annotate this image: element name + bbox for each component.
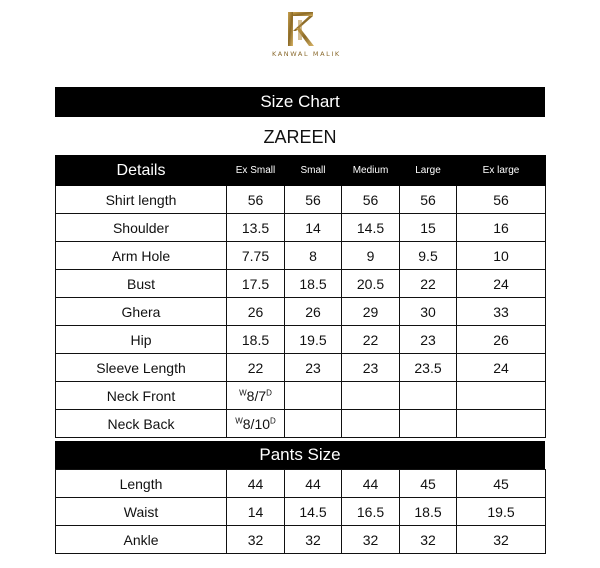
table-cell: 26 (285, 298, 342, 326)
table-row (56, 242, 546, 270)
row-label: Neck Front (56, 382, 227, 410)
table-cell: 20.5 (342, 270, 400, 298)
row-label: Bust (56, 270, 227, 298)
table-cell: 56 (400, 186, 457, 214)
table-cell: 23.5 (400, 354, 457, 382)
table-row (56, 298, 546, 326)
table-row (56, 470, 546, 498)
table-cell: 32 (400, 526, 457, 554)
column-header: Details (56, 156, 227, 186)
empty-cell (400, 382, 457, 410)
table-cell: 45 (400, 470, 457, 498)
table-cell: 32 (342, 526, 400, 554)
table-cell: 14.5 (342, 214, 400, 242)
row-label: Waist (56, 498, 227, 526)
table-row (56, 186, 546, 214)
table-cell: 14 (285, 214, 342, 242)
table-cell: 33 (457, 298, 546, 326)
empty-cell (342, 410, 400, 438)
table-cell: 9.5 (400, 242, 457, 270)
column-header: Ex Small (227, 156, 285, 186)
size-chart-title: Size Chart (55, 87, 545, 117)
table-header-row (56, 156, 546, 186)
table-cell: 56 (227, 186, 285, 214)
row-label: Ankle (56, 526, 227, 554)
table-cell: 23 (342, 354, 400, 382)
table-cell: 22 (400, 270, 457, 298)
table-cell: 13.5 (227, 214, 285, 242)
row-label: Sleeve Length (56, 354, 227, 382)
row-label: Neck Back (56, 410, 227, 438)
table-cell: 19.5 (285, 326, 342, 354)
table-row-neck-back (56, 410, 546, 438)
table-cell: 56 (342, 186, 400, 214)
table-cell: 45 (457, 470, 546, 498)
table-cell: 44 (285, 470, 342, 498)
pants-size-table (55, 469, 546, 554)
table-cell: 29 (342, 298, 400, 326)
table-cell: 15 (400, 214, 457, 242)
neck-back-value: $^W8/10^D$ (227, 410, 285, 438)
table-cell: 14 (227, 498, 285, 526)
column-header: Medium (342, 156, 400, 186)
table-cell: 18.5 (285, 270, 342, 298)
row-label: Arm Hole (56, 242, 227, 270)
column-header: Large (400, 156, 457, 186)
empty-cell (457, 410, 546, 438)
brand-logo (272, 10, 341, 62)
table-cell: 30 (400, 298, 457, 326)
table-cell: 22 (227, 354, 285, 382)
table-cell: 22 (342, 326, 400, 354)
table-row (56, 270, 546, 298)
table-cell: 44 (342, 470, 400, 498)
table-row (56, 498, 546, 526)
table-cell: 44 (227, 470, 285, 498)
table-cell: 26 (227, 298, 285, 326)
table-cell: 32 (457, 526, 546, 554)
table-cell: 26 (457, 326, 546, 354)
table-cell: 16.5 (342, 498, 400, 526)
table-cell: 19.5 (457, 498, 546, 526)
row-label: Ghera (56, 298, 227, 326)
empty-cell (342, 382, 400, 410)
empty-cell (285, 410, 342, 438)
table-cell: 32 (285, 526, 342, 554)
row-label: Hip (56, 326, 227, 354)
table-row (56, 214, 546, 242)
table-row-neck-front (56, 382, 546, 410)
table-row (56, 326, 546, 354)
table-cell: 18.5 (400, 498, 457, 526)
product-name: ZAREEN (263, 127, 337, 147)
table-cell: 7.75 (227, 242, 285, 270)
table-cell: 23 (285, 354, 342, 382)
table-cell: 18.5 (227, 326, 285, 354)
row-label: Shoulder (56, 214, 227, 242)
table-cell: 8 (285, 242, 342, 270)
empty-cell (285, 382, 342, 410)
table-row (56, 354, 546, 382)
table-cell: 56 (285, 186, 342, 214)
neck-front-value: $^W8/7^D$ (227, 382, 285, 410)
row-label: Length (56, 470, 227, 498)
empty-cell (400, 410, 457, 438)
table-cell: 32 (227, 526, 285, 554)
table-cell: 17.5 (227, 270, 285, 298)
empty-cell (457, 382, 546, 410)
column-header: Ex large (457, 156, 546, 186)
table-cell: 24 (457, 270, 546, 298)
table-row (56, 526, 546, 554)
row-label: Shirt length (56, 186, 227, 214)
size-chart-table (55, 155, 546, 438)
brand-name: KANWAL MALIK (272, 50, 341, 58)
column-header: Small (285, 156, 342, 186)
table-cell: 10 (457, 242, 546, 270)
table-cell: 9 (342, 242, 400, 270)
table-cell: 56 (457, 186, 546, 214)
k-monogram-icon (284, 10, 318, 48)
table-cell: 23 (400, 326, 457, 354)
pants-size-title: Pants Size (55, 441, 545, 469)
table-cell: 16 (457, 214, 546, 242)
table-cell: 24 (457, 354, 546, 382)
table-cell: 14.5 (285, 498, 342, 526)
